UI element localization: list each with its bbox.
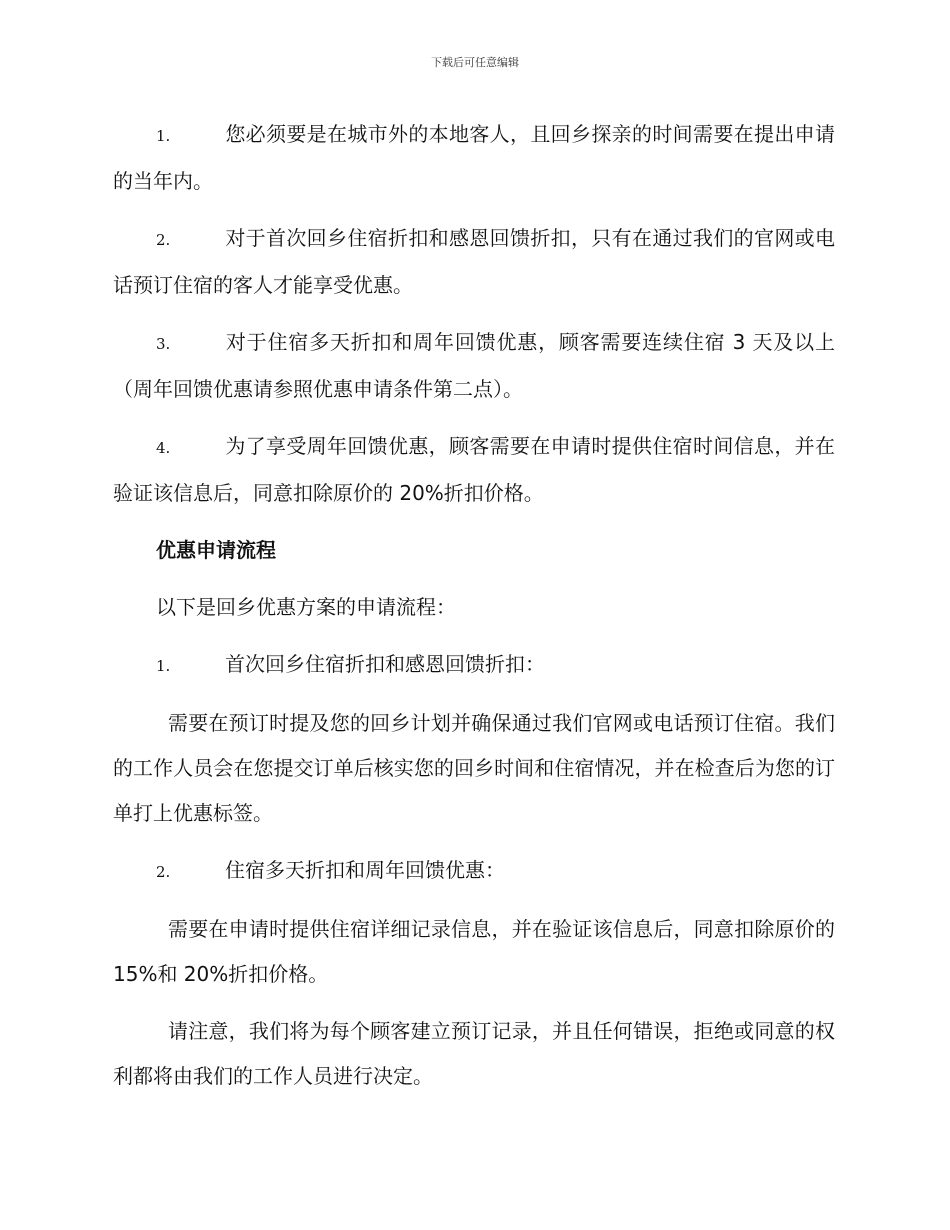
list-number: 3. (156, 335, 171, 353)
condition-text: 您必须要是在城市外的本地客人，且回乡探亲的时间需要在提出申请的当年内。 (113, 122, 835, 193)
step-title: 首次回乡住宿折扣和感恩回馈折扣： (225, 652, 545, 676)
condition-text: 对于首次回乡住宿折扣和感恩回馈折扣，只有在通过我们的官网或电话预订住宿的客人才能享受优惠。 (113, 226, 835, 297)
condition-text: 为了享受周年回馈优惠，顾客需要在申请时提供住宿时间信息，并在验证该信息后，同意扣除原价的 20%折扣价格。 (113, 434, 835, 505)
step-title: 住宿多天折扣和周年回馈优惠： (225, 858, 505, 882)
page-header: 下载后可任意编辑 (431, 56, 519, 69)
condition-text: 对于住宿多天折扣和周年回馈优惠，顾客需要连续住宿 3 天及以上（周年回馈优惠请参照优惠申请条件第二点）。 (113, 330, 835, 401)
process-step-2-title (113, 848, 835, 895)
condition-item-1 (113, 112, 835, 204)
process-note: 请注意，我们将为每个顾客建立预订记录，并且任何错误，拒绝或同意的权利都将由我们的工作人员进行决定。 (113, 1019, 835, 1088)
list-number: 2. (156, 863, 171, 881)
process-step-1-detail: 需要在预订时提及您的回乡计划并确保通过我们官网或电话预订住宿。我们的工作人员会在您提交订单后核实您的回乡时间和住宿情况，并在检查后为您的订单打上优惠标签。 (113, 711, 835, 825)
section-heading: 优惠申请流程 (156, 538, 276, 562)
process-step-1-title (113, 642, 835, 689)
list-number: 1. (156, 657, 171, 675)
process-intro: 以下是回乡优惠方案的申请流程： (156, 595, 456, 619)
condition-item-3 (113, 320, 835, 412)
condition-item-2 (113, 216, 835, 308)
list-number: 1. (156, 127, 171, 145)
condition-item-4 (113, 424, 835, 516)
list-number: 2. (156, 231, 171, 249)
process-step-2-detail: 需要在申请时提供住宿详细记录信息，并在验证该信息后，同意扣除原价的 15%和 20%折扣价格。 (113, 917, 835, 986)
list-number: 4. (156, 439, 171, 457)
document-body (113, 112, 835, 1111)
